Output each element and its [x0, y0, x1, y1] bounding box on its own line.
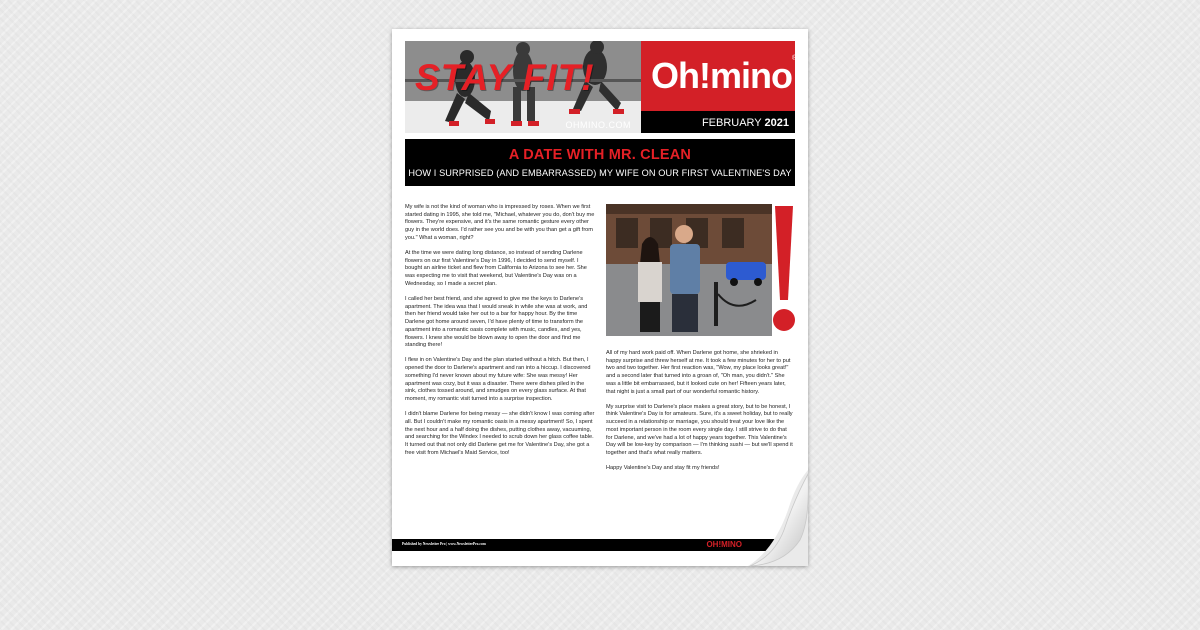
fitness-photo [405, 41, 641, 133]
article-paragraph: All of my hard work paid off. When Darlene got home, she shrieked in happy surprise and threw herself at me. It took a few minutes for her to put two and two together. Her first reaction was, "Wow, my place looks great!" and a second later that turned into a groan of, "Oh man, you didn't." She was a little bit embarrassed, but it looked cute on her! Fifteen years later, that night is just a small part of our wonderful romantic history. [606, 350, 791, 395]
article-paragraph: I called her best friend, and she agreed to give me the keys to Darlene's apartment. The idea was that I would sneak in while she was at work, and then her friend would take her out to a bar for happy hour. By the time Darlene got home around seven, I'd have plenty of time to transform the apartment into a romantic oasis complete with music, candles, and yes, flowers. I knew she would be blown away to open the door and find me standing there! [405, 296, 588, 349]
article-paragraph: Happy Valentine's Day and stay fit my friends! [606, 465, 720, 472]
article-title-bar [405, 139, 795, 186]
banner-brand-panel [641, 41, 795, 133]
issue-year: 2021 [764, 117, 789, 129]
article-paragraph: My surprise visit to Darlene's place makes a great story, but to be honest, I think Valentine's Day is for amateurs. Sure, it's a sweet holiday, but to really succeed in a relationship or marriage, you should treat your love like the most important person in the room every single day. I still strive to do that for Darlene, and we've had a lot of happy years together. This Valentine's Day will be low-key by comparison — I'm thinking sushi — but we'll spend it together and that's what really matters. [606, 403, 793, 456]
article-right-column [606, 350, 794, 480]
newsletter-banner [405, 41, 795, 133]
article-paragraph: At the time we were dating long distance, so instead of sending Darlene flowers on our first Valentine's Day in 1996, I decided to send myself. I bought an airline ticket and flew from California to Arizona to see her. She was expecting me to visit that weekend, but Valentine's Day was on a Wednesday, so I made a secret plan. [405, 250, 587, 287]
issue-date [702, 117, 789, 129]
article-subtitle: HOW I SURPRISED (AND EMBARRASSED) MY WIFE ON OUR FIRST VALENTINE'S DAY [408, 168, 792, 178]
exclamation-mark-icon [773, 204, 795, 336]
page-curl-graphic [744, 470, 816, 570]
article-paragraph: I didn't blame Darlene for being messy — she didn't know I was coming after all. But I couldn't make my romantic oasis in a messy apartment! So, I spent the next hour and a half doing the dishes, putting clothes away, vacuuming, and searching for the Windex I needed to scrub down her glass coffee table. It turned out that not only did Darlene get me for Valentine's Day, she got a free visit from Michael's Maid Service, too! [405, 411, 595, 456]
banner-tagline: STAY FIT! [415, 57, 595, 98]
issue-month: FEBRUARY [701, 117, 762, 129]
article-paragraph: My wife is not the kind of woman who is impressed by roses. When we first started dating in 1995, she told me, "Michael, whatever you do, don't buy me flowers. They're expensive, and it's the same romantic gesture every other guy in the world does. I'd rather see you and be with you than get a gift from you." What a woman, right? [405, 204, 595, 241]
couple-photo-graphic [606, 204, 772, 336]
exclamation-graphic [773, 204, 795, 336]
registered-mark: ® [791, 55, 797, 62]
footer-logo: OH!MINO [706, 540, 742, 549]
article-paragraph: I flew in on Valentine's Day and the plan started without a hitch. But then, I opened the door to Darlene's apartment and ran into a hiccup. I discovered something I'd never known about my future wife: She was messy! Her apartment was cozy, but it was a disaster. There were dishes piled in the sink, clothes tossed around, and smudges on every glass surface. At that moment, my romantic visit turned into a surprise inspection. [405, 357, 591, 402]
brand-logo-text: Oh!mino [651, 55, 792, 96]
publisher-credit: Published by Newsletter Pro | www.NewsletterPro.com [402, 542, 486, 546]
logo-panel [641, 41, 795, 111]
article-title: A DATE WITH MR. CLEAN [508, 147, 692, 163]
couple-photo [606, 204, 772, 336]
banner-website: OHMINO.COM [565, 120, 631, 130]
brand-logo [651, 55, 796, 97]
article-left-column [405, 204, 597, 465]
